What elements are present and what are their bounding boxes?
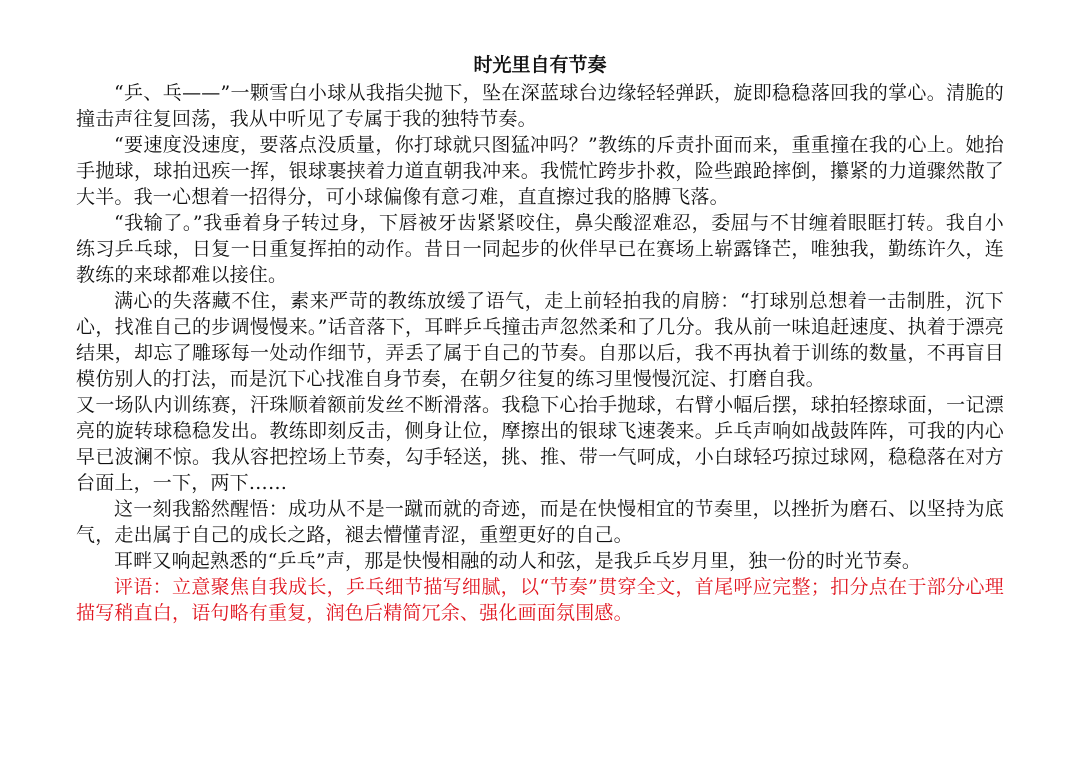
essay-title: 时光里自有节奏: [473, 54, 607, 76]
teacher-comment: 评语：立意聚焦自我成长，乒乓细节描写细腻，以“节奏”贯穿全文，首尾呼应完整；扣分点在于部分心理描写稍直白，语句略有重复，润色后精简冗余、强化画面氛围感。: [76, 576, 1004, 624]
paragraph-1: “乒、乓——”一颗雪白小球从我指尖抛下，坠在深蓝球台边缘轻轻弹跃，旋即稳稳落回我的掌心。清脆的撞击声往复回荡，我从中听见了专属于我的独特节奏。: [76, 82, 1004, 130]
paragraph-6: 这一刻我豁然醒悟：成功从不是一蹴而就的奇迹，而是在快慢相宜的节奏里，以挫折为磨石、以坚持为底气，走出属于自己的成长之路，褪去懵懂青涩，重塑更好的自己。: [76, 498, 1004, 546]
essay-page: [76, 52, 1004, 626]
paragraph-7: 耳畔又响起熟悉的“乒乓”声，那是快慢相融的动人和弦，是我乒乓岁月里，独一份的时光节奏。: [114, 550, 922, 572]
paragraph-4: 满心的失落藏不住，素来严苛的教练放缓了语气，走上前轻拍我的肩膀：“打球别总想着一击制胜，沉下心，找准自己的步调慢慢来。”话音落下，耳畔乒乓撞击声忽然柔和了几分。我从前一味追赶速度、执着于漂亮结果，却忘了雕琢每一处动作细节，弄丢了属于自己的节奏。自那以后，我不再执着于训练的数量，不再盲目模仿别人的打法，而是沉下心找准自身节奏，在朝夕往复的练习里慢慢沉淀、打磨自我。: [76, 290, 1004, 390]
paragraph-3: “我输了。”我垂着身子转过身，下唇被牙齿紧紧咬住，鼻尖酸涩难忍，委屈与不甘缠着眼眶打转。我自小练习乒乓球，日复一日重复挥拍的动作。昔日一同起步的伙伴早已在赛场上崭露锋芒，唯独我，勤练许久，连教练的来球都难以接住。: [76, 212, 1004, 286]
paragraph-2: “要速度没速度，要落点没质量，你打球就只图猛冲吗？”教练的斥责扑面而来，重重撞在我的心上。她抬手抛球，球拍迅疾一挥，银球裹挟着力道直朝我冲来。我慌忙跨步扑救，险些踉跄摔倒，攥紧的力道骤然散了大半。我一心想着一招得分，可小球偏像有意刁难，直直擦过我的胳膊飞落。: [76, 134, 1004, 208]
paragraph-5: 又一场队内训练赛，汗珠顺着额前发丝不断滑落。我稳下心抬手抛球，右臂小幅后摆，球拍轻擦球面，一记漂亮的旋转球稳稳发出。教练即刻反击，侧身让位，摩擦出的银球飞速袭来。乒乓声响如战鼓阵阵，可我的内心早已波澜不惊。我从容把控场上节奏，勾手轻送，挑、推、带一气呵成，小白球轻巧掠过球网，稳稳落在对方台面上，一下，两下……: [76, 394, 1004, 494]
